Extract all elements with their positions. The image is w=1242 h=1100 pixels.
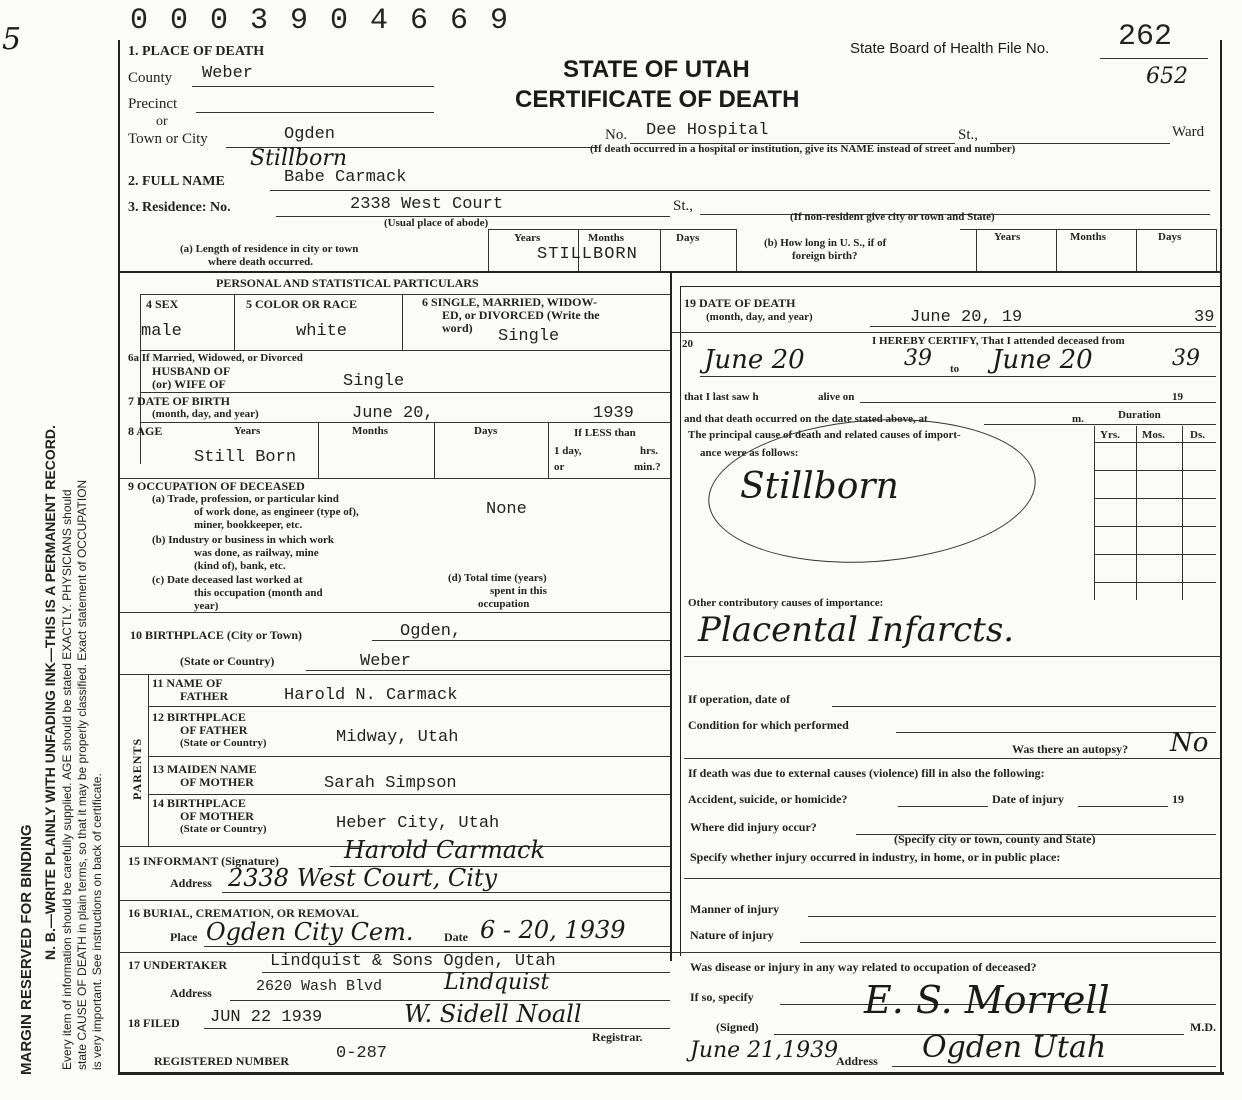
occupation-d1: (d) Total time (years) (448, 572, 547, 584)
occupation-value: None (486, 500, 527, 519)
precinct-label: Precinct (128, 96, 178, 112)
occupation-c3: year) (194, 600, 219, 612)
or-label: or (156, 114, 168, 129)
place-of-death-label: 1. PLACE OF DEATH (128, 44, 265, 59)
dob-label-a: 7 DATE OF BIRTH (128, 394, 230, 408)
street-number-label: No. (605, 127, 628, 143)
registrar-signature: W. Sidell Noall (404, 1000, 582, 1028)
occupation-a1: (a) Trade, profession, or particular kind (152, 493, 339, 505)
how-long-us-label-b: foreign birth? (792, 250, 858, 262)
sex-value: male (141, 322, 182, 341)
m-label: m. (1072, 413, 1084, 425)
signed-label: (Signed) (716, 1020, 759, 1034)
us-months-label: Months (1070, 231, 1107, 243)
town-label: Town or City (128, 131, 208, 147)
right-border (1220, 40, 1222, 1075)
age-min-label: min.? (634, 461, 661, 473)
certificate-stamp-number: 0 0 0 3 9 0 4 6 6 9 (130, 4, 511, 38)
attended-to-year: 39 (1172, 346, 1200, 371)
margin-instruction-2: state CAUSE OF DEATH in plain terms, so that it may be properly classified. Exact statement of OCCUPATION (75, 479, 89, 1070)
duration-years-label: Yrs. (1100, 429, 1120, 441)
date-of-death-label-b: (month, day, and year) (706, 311, 813, 323)
center-divider (670, 271, 672, 961)
external-causes-label: If death was due to external causes (violence) fill in also the following: (688, 766, 1045, 780)
marital-value: Single (498, 327, 560, 346)
informant-address: 2338 West Court, City (228, 864, 498, 892)
attended-from-year: 39 (904, 346, 932, 371)
registered-number: 0-287 (336, 1044, 388, 1063)
dob-label-b: (month, day, and year) (152, 408, 259, 420)
autopsy-label: Was there an autopsy? (1012, 742, 1129, 756)
occupation-label: 9 OCCUPATION OF DECEASED (128, 479, 305, 493)
mother-label-a: 13 MAIDEN NAME (152, 762, 257, 776)
occupation-d2: spent in this (490, 585, 547, 597)
age-days-label: Days (474, 425, 498, 437)
sex-label: 4 SEX (146, 297, 179, 311)
margin-instruction-1: Every item of information should be carefully supplied. AGE should be stated EXACTLY. PHYSICIANS should (60, 489, 74, 1070)
age-label: 8 AGE (128, 424, 163, 438)
physician-sign-date: June 21,1939 (690, 1038, 839, 1063)
duration-days-label: Ds. (1190, 429, 1205, 441)
occupation-c1: (c) Date deceased last worked at (152, 574, 303, 586)
age-value: Still Born (194, 448, 297, 467)
residence-years-label: Years (514, 232, 541, 244)
certify-number: 20 (682, 338, 693, 350)
alive-year-label: 19 (1172, 391, 1183, 403)
burial-date-label: Date (444, 930, 468, 944)
file-number-handwritten: 652 (1146, 64, 1188, 89)
undertaker-name: Lindquist & Sons Ogden, Utah (270, 952, 556, 971)
injury-year-label: 19 (1172, 792, 1184, 806)
age-months-label: Months (352, 425, 389, 437)
father-name: Harold N. Carmack (284, 686, 458, 705)
burial-date: 6 - 20, 1939 (480, 916, 626, 944)
age-hrs-label: hrs. (640, 445, 659, 457)
other-causes-value: Placental Infarcts. (698, 610, 1015, 650)
filed-label: 18 FILED (128, 1016, 180, 1030)
attended-from-date: June 20 (704, 345, 805, 375)
certify-statement: I HEREBY CERTIFY, That I attended deceased from (872, 335, 1125, 347)
town-value: Ogden (284, 125, 336, 144)
marital-label-c: word) (442, 321, 473, 335)
dob-value: June 20, (352, 404, 434, 423)
burial-place-label: Place (170, 930, 198, 944)
mother-name: Sarah Simpson (324, 774, 457, 793)
birthplace-state: Weber (360, 652, 412, 671)
md-label: M.D. (1190, 1020, 1216, 1034)
spouse-label-a: 6a If Married, Widowed, or Divorced (128, 352, 303, 364)
registered-number-label: REGISTERED NUMBER (154, 1054, 290, 1068)
duration-months-label: Mos. (1142, 429, 1165, 441)
county-label: County (128, 70, 173, 86)
physician-signature: E. S. Morrell (864, 978, 1110, 1022)
date-of-death-year: 39 (1194, 308, 1215, 327)
undertaker-address: 2620 Wash Blvd (256, 978, 383, 995)
age-or-label: or (554, 461, 565, 473)
duration-label: Duration (1118, 409, 1161, 421)
residence-value: 2338 West Court (350, 195, 504, 214)
where-injury-label: Where did injury occur? (690, 820, 817, 834)
nonresident-note: (If non-resident give city or town and State) (790, 211, 995, 223)
undertaker-signature: Lindquist (444, 970, 550, 995)
if-so-specify-label: If so, specify (690, 990, 754, 1004)
physician-address-label: Address (836, 1054, 878, 1068)
usual-abode-note: (Usual place of abode) (384, 217, 489, 229)
undertaker-label: 17 UNDERTAKER (128, 958, 228, 972)
margin-nb-note: N. B.—WRITE PLAINLY WITH UNFADING INK—THIS IS A PERMANENT RECORD. (42, 425, 58, 960)
how-long-us-label-a: (b) How long in U. S., if of (764, 237, 887, 249)
birthplace-state-label: (State or Country) (180, 654, 275, 668)
father-birthplace-label-c: (State or Country) (180, 737, 267, 749)
county-value: Weber (202, 64, 254, 83)
father-label-a: 11 NAME OF (152, 676, 223, 690)
marital-label-b: ED, or DIVORCED (Write the (442, 308, 600, 322)
manner-injury-label: Manner of injury (690, 902, 780, 916)
informant-signature: Harold Carmack (344, 836, 546, 864)
principal-cause-label-a: The principal cause of death and related causes of import- (688, 429, 961, 441)
spouse-label-c: (or) WIFE OF (152, 377, 226, 391)
principal-cause-label-b: ance were as follows: (700, 447, 799, 459)
us-days-label: Days (1158, 231, 1182, 243)
residence-months-label: Months (588, 232, 625, 244)
other-causes-label: Other contributory causes of importance: (688, 597, 884, 609)
occupation-a3: miner, bookkeeper, etc. (194, 519, 303, 531)
burial-place: Ogden City Cem. (206, 918, 414, 946)
principal-cause-value: Stillborn (740, 466, 899, 507)
specify-injury-label: Specify whether injury occurred in industry, in home, or in public place: (690, 850, 1061, 864)
personal-particulars-header: PERSONAL AND STATISTICAL PARTICULARS (216, 276, 479, 290)
age-day-label: 1 day, (554, 445, 582, 457)
hospital-value: Dee Hospital (646, 121, 769, 140)
mother-birthplace-label-a: 14 BIRTHPLACE (152, 796, 246, 810)
occupation-related-label: Was disease or injury in any way related to occupation of deceased? (690, 960, 1037, 974)
residence-days-label: Days (676, 232, 700, 244)
length-residence-value: STILLBORN (537, 245, 638, 264)
death-occurred-label: and that death occurred on the date stated above, at (684, 413, 928, 425)
dob-year: 1939 (593, 404, 634, 423)
date-of-death-label-a: 19 DATE OF DEATH (684, 296, 796, 310)
alive-on-label: alive on (818, 391, 855, 403)
spouse-label-b: HUSBAND OF (152, 364, 231, 378)
where-injury-note: (Specify city or town, county and State) (894, 832, 1096, 846)
mother-birthplace-label-c: (State or Country) (180, 823, 267, 835)
father-birthplace-label-a: 12 BIRTHPLACE (152, 710, 246, 724)
accident-label: Accident, suicide, or homicide? (688, 792, 848, 806)
informant-address-label: Address (170, 876, 212, 890)
mother-birthplace-label-b: OF MOTHER (180, 809, 254, 823)
ward-label: Ward (1172, 124, 1205, 140)
length-residence-label-a: (a) Length of residence in city or town (180, 243, 359, 255)
left-border (118, 40, 120, 1075)
residence-label: 3. Residence: No. (128, 200, 231, 215)
occupation-b1: (b) Industry or business in which work (152, 534, 334, 546)
mother-label-b: OF MOTHER (180, 775, 254, 789)
operation-label: If operation, date of (688, 692, 790, 706)
father-label-b: FATHER (180, 689, 229, 703)
race-value: white (296, 322, 348, 341)
length-residence-label-b: where death occurred. (208, 256, 313, 268)
birthplace-city: Ogden, (400, 622, 462, 641)
occupation-d3: occupation (478, 598, 530, 610)
nature-injury-label: Nature of injury (690, 928, 774, 942)
race-label: 5 COLOR OR RACE (246, 297, 358, 311)
attended-to-label: to (950, 363, 960, 375)
residence-street-label: St., (673, 198, 694, 214)
condition-label: Condition for which performed (688, 718, 849, 732)
us-years-label: Years (994, 231, 1021, 243)
stillborn-annotation: Stillborn (250, 146, 348, 171)
birthplace-label: 10 BIRTHPLACE (City or Town) (130, 628, 303, 642)
occupation-b2: was done, as railway, mine (194, 547, 319, 559)
parents-side-label: PARENTS (130, 737, 144, 800)
physician-address: Ogden Utah (922, 1030, 1107, 1065)
spouse-value: Single (343, 372, 405, 391)
hospital-note: (If death occurred in a hospital or institution, give its NAME instead of street and number) (590, 143, 1016, 155)
registrar-label: Registrar. (592, 1030, 643, 1044)
occupation-c2: this occupation (month and (194, 587, 323, 599)
full-name-value: Babe Carmack (284, 168, 407, 187)
state-title: STATE OF UTAH (563, 56, 750, 83)
last-saw-label: that I last saw h (684, 391, 759, 403)
file-number-label: State Board of Health File No. (850, 40, 1050, 57)
occupation-b3: (kind of), bank, etc. (194, 560, 286, 572)
age-less-label: If LESS than (574, 427, 636, 439)
file-number: 262 (1118, 20, 1173, 54)
margin-binding-note: MARGIN RESERVED FOR BINDING (18, 824, 35, 1075)
date-of-death-value: June 20, 19 (910, 308, 1023, 327)
filed-date: JUN 22 1939 (210, 1008, 323, 1027)
certificate-title: CERTIFICATE OF DEATH (515, 86, 800, 113)
margin-instruction-3: is very important. See instructions on back of certificate. (90, 773, 104, 1070)
marital-label-a: 6 SINGLE, MARRIED, WIDOW- (422, 295, 598, 309)
age-years-label: Years (234, 425, 261, 437)
informant-label: 15 INFORMANT (Signature) (128, 854, 279, 868)
street-label: St., (958, 127, 979, 143)
injury-date-label: Date of injury (992, 792, 1064, 806)
burial-label: 16 BURIAL, CREMATION, OR REMOVAL (128, 906, 359, 920)
corner-mark: 5 (2, 22, 22, 57)
father-birthplace-label-b: OF FATHER (180, 723, 248, 737)
autopsy-value: No (1170, 728, 1209, 758)
full-name-label: 2. FULL NAME (128, 174, 225, 189)
mother-birthplace: Heber City, Utah (336, 814, 500, 833)
attended-to-date: June 20 (992, 345, 1093, 375)
father-birthplace: Midway, Utah (336, 728, 459, 747)
undertaker-address-label: Address (170, 986, 212, 1000)
occupation-a2: of work done, as engineer (type of), (194, 506, 359, 518)
bottom-border (118, 1072, 1224, 1075)
